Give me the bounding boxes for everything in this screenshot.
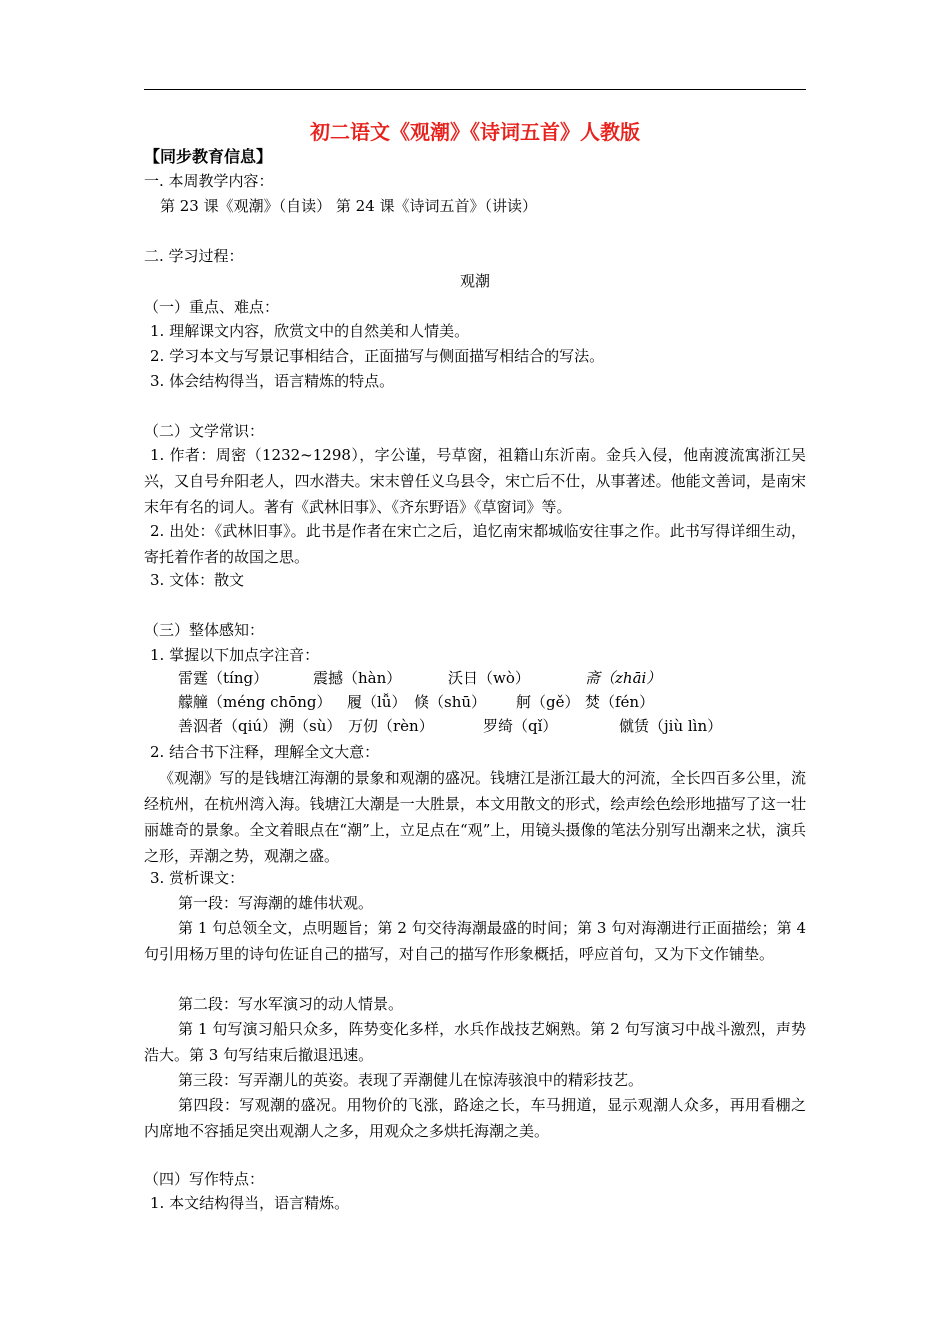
pinyin-item: 倏（shū） — [414, 693, 487, 711]
pinyin-item: 善泅者（qiú） — [178, 717, 278, 735]
analysis-para-3: 第二段：写水军演习的动人情景。 — [178, 995, 404, 1013]
pinyin-item: 僦赁（jiù lìn） — [619, 717, 723, 735]
literature-heading: （二）文学常识： — [144, 422, 265, 440]
pinyin-item: 舸（gě） — [516, 693, 580, 711]
pinyin-instruction: 1. 掌握以下加点字注音： — [150, 646, 320, 664]
header-rule — [144, 89, 806, 90]
part1-heading: 一. 本周教学内容： — [144, 172, 274, 190]
key-point-2: 2. 学习本文与写景记事相结合，正面描写与侧面描写相结合的写法。 — [150, 347, 605, 365]
pinyin-item: 罗绮（qǐ） — [483, 717, 558, 735]
analysis-para-5: 第三段：写弄潮儿的英姿。表现了弄潮健儿在惊涛骇浪中的精彩技艺。 — [178, 1071, 644, 1089]
pinyin-item: 雷霆（tíng） — [178, 669, 269, 687]
key-points-heading: （一）重点、难点： — [144, 298, 280, 316]
genre-line: 3. 文体：散文 — [150, 571, 245, 589]
writing-point-1: 1. 本文结构得当，语言精炼。 — [150, 1194, 350, 1212]
lesson-subtitle: 观潮 — [459, 272, 490, 290]
analysis-para-2: 第 1 句总领全文，点明题旨；第 2 句交待海潮最盛的时间；第 3 句对海潮进行正面描绘；第 4 句引用杨万里的诗句佐证自己的描写，对自己的描写作形象概括，呼应首句，又为下文作铺垫。 — [144, 919, 806, 963]
pinyin-item: 沃日（wò） — [448, 669, 530, 687]
section-heading: 【同步教育信息】 — [144, 147, 273, 166]
pinyin-item: 斋（zhāi） — [585, 669, 662, 687]
summary-paragraph: 《观潮》写的是钱塘江海潮的景象和观潮的盛况。钱塘江是浙江最大的河流，全长四百多公里，流经杭州，在杭州湾入海。钱塘江大潮是一大胜景，本文用散文的形式，绘声绘色绘形地描写了这一壮丽雄奇的景象。全文着眼点在“潮”上，立足点在“观”上，用镜头摄像的笔法分别写出潮来之状，演兵之形，弄潮之势，观潮之盛。 — [144, 769, 806, 865]
analysis-para-6: 第四段：写观潮的盛况。用物价的飞涨，路途之长，车马拥道，显示观潮人众多，再用看棚之内席地不容插足突出观潮人之多，用观众之多烘托海潮之美。 — [144, 1096, 806, 1140]
overall-heading: （三）整体感知： — [144, 621, 265, 639]
part2-heading: 二. 学习过程： — [144, 247, 244, 265]
analysis-para-1: 第一段：写海潮的雄伟状观。 — [178, 894, 374, 912]
document-title: 初二语文《观潮》《诗词五首》人教版 — [310, 120, 640, 144]
analysis-para-4: 第 1 句写演习船只众多，阵势变化多样，水兵作战技艺娴熟。第 2 句写演习中战斗激烈，声势浩大。第 3 句写结束后撤退迅速。 — [144, 1020, 806, 1064]
pinyin-item: 震撼（hàn） — [313, 669, 402, 687]
author-paragraph: 1. 作者：周密（1232~1298），字公谨，号草窗，祖籍山东沂南。金兵入侵，他南渡流寓浙江吴兴，又自号弁阳老人，四水潜夫。宋末曾任义乌县令，宋亡后不仕，从事著述。他能文善词，是南宋末年有名的词人。著有《武林旧事》、《齐东野语》《草窗词》等。 — [144, 446, 806, 516]
pinyin-item: 溯（sù） — [279, 717, 342, 735]
key-point-3: 3. 体会结构得当，语言精炼的特点。 — [150, 372, 395, 390]
analysis-heading: 3. 赏析课文： — [150, 869, 245, 887]
writing-heading: （四）写作特点： — [144, 1170, 265, 1188]
pinyin-item: 万仞（rèn） — [348, 717, 434, 735]
source-paragraph: 2. 出处：《武林旧事》。此书是作者在宋亡之后，追忆南宋都城临安往事之作。此书写得详细生动，寄托着作者的故国之思。 — [144, 522, 806, 566]
meaning-instruction: 2. 结合书下注释，理解全文大意： — [150, 743, 380, 761]
pinyin-item: 履（lǚ） — [347, 693, 407, 711]
pinyin-item: 艨艟（méng chōng） — [178, 693, 332, 711]
part1-content: 第 23 课《观潮》（自读） 第 24 课《诗词五首》（讲读） — [160, 197, 538, 215]
pinyin-item: 焚（fén） — [585, 693, 655, 711]
key-point-1: 1. 理解课文内容，欣赏文中的自然美和人情美。 — [150, 322, 470, 340]
